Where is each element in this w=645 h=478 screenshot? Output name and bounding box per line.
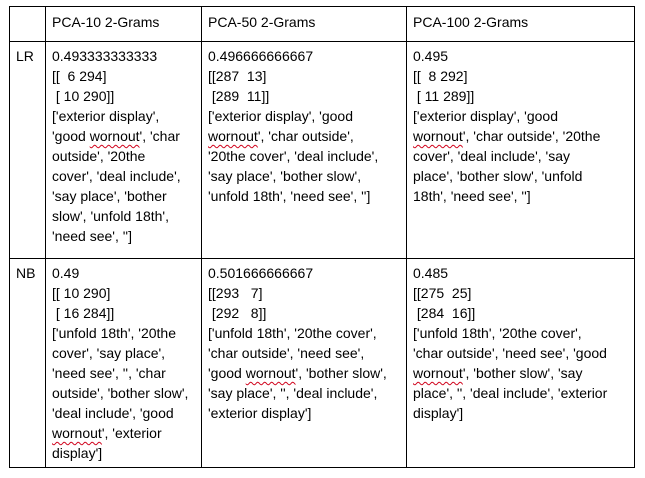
cell-line: ['exterior display', 'good <box>208 108 353 124</box>
header-cell-empty <box>10 7 46 42</box>
cell-line: 0.485 <box>413 265 449 281</box>
cell-line: '20the cover', 'deal include', <box>208 148 379 164</box>
cell-line: [[ 10 290] <box>52 285 111 301</box>
cell-line: 18th', 'need see', ''] <box>413 188 531 204</box>
header-cell-pca100: PCA-100 2-Grams <box>407 7 635 42</box>
cell-line: 'unfold 18th', 'need see', ''] <box>208 188 371 204</box>
cell-line: slow', 'unfold 18th', <box>52 208 169 224</box>
cell-nb-pca50 <box>202 259 407 468</box>
cell-line: [284 16]] <box>413 305 476 321</box>
header-row <box>10 7 635 42</box>
cell-line: place', 'bother slow', 'unfold <box>413 168 583 184</box>
row-label-nb: NB <box>10 259 46 468</box>
spellcheck-underline: wornout <box>245 365 296 381</box>
cell-line: 'char outside', 'need see', 'good <box>413 345 607 361</box>
cell-lr-pca10 <box>46 42 202 259</box>
cell-lr-pca50 <box>202 42 407 259</box>
cell-line: ['unfold 18th', '20the <box>52 325 177 341</box>
table-row-lr <box>10 42 635 259</box>
cell-line: wornout', 'exterior <box>52 425 162 441</box>
cell-line: 'say place', 'bother slow', <box>208 168 362 184</box>
cell-line: [289 11]] <box>208 88 270 104</box>
cell-line: place', '', 'deal include', 'exterior <box>413 385 608 401</box>
cell-lr-pca100 <box>407 42 635 259</box>
cell-line: wornout', 'bother slow', 'say <box>413 365 583 381</box>
cell-line: 'exterior display'] <box>208 405 312 421</box>
row-label-lr: LR <box>10 42 46 259</box>
cell-line: cover', 'say place', <box>52 345 166 361</box>
cell-line: 'need see', '', 'char <box>52 365 166 381</box>
cell-line: cover', 'deal include', <box>52 168 181 184</box>
cell-line: ['unfold 18th', '20the cover', <box>413 325 582 341</box>
cell-line: ['unfold 18th', '20the cover', <box>208 325 377 341</box>
cell-line: display'] <box>52 445 103 461</box>
cell-line: outside', '20the <box>52 148 146 164</box>
cell-nb-pca10 <box>46 259 202 468</box>
cell-line: display'] <box>413 405 464 421</box>
cell-line: 0.495 <box>413 48 449 64</box>
header-cell-pca50: PCA-50 2-Grams <box>202 7 407 42</box>
cell-line: [292 8]] <box>208 305 267 321</box>
cell-line: [[ 8 292] <box>413 68 468 84</box>
cell-line: 'good wornout', 'char <box>52 128 180 144</box>
spellcheck-underline: wornout <box>413 365 463 381</box>
cell-nb-pca100 <box>407 259 635 468</box>
header-cell-pca10: PCA-10 2-Grams <box>46 7 202 42</box>
cell-line: 'good wornout', 'bother slow', <box>208 365 387 381</box>
cell-line: [[293 7] <box>208 285 263 301</box>
cell-line: ['exterior display', 'good <box>413 108 558 124</box>
cell-line: 0.496666666667 <box>208 48 314 64</box>
cell-line: [ 16 284]] <box>52 305 115 321</box>
cell-line: 0.49 <box>52 265 80 281</box>
cell-line: 0.493333333333 <box>52 48 158 64</box>
cell-line: cover', 'deal include', 'say <box>413 148 570 164</box>
cell-line: [[287 13] <box>208 68 267 84</box>
spellcheck-underline: wornout <box>89 128 140 144</box>
cell-line: 'say place', 'bother <box>52 188 167 204</box>
cell-line: wornout', 'char outside', '20the <box>413 128 601 144</box>
cell-line: wornout', 'char outside', <box>208 128 354 144</box>
spellcheck-underline: wornout <box>52 425 102 441</box>
cell-line: 'need see', ''] <box>52 228 132 244</box>
cell-line: [[275 25] <box>413 285 472 301</box>
cell-line: [[ 6 294] <box>52 68 107 84</box>
table-row-nb <box>10 259 635 468</box>
spellcheck-underline: wornout <box>413 128 463 144</box>
cell-line: 'char outside', 'need see', <box>208 345 365 361</box>
cell-line: [ 11 289]] <box>413 88 475 104</box>
cell-line: ['exterior display', <box>52 108 160 124</box>
results-table <box>9 6 635 468</box>
spellcheck-underline: wornout <box>208 128 258 144</box>
cell-line: 'say place', '', 'deal include', <box>208 385 378 401</box>
cell-line: [ 10 290]] <box>52 88 115 104</box>
cell-line: 0.501666666667 <box>208 265 314 281</box>
cell-line: outside', 'bother slow', <box>52 385 189 401</box>
cell-line: 'deal include', 'good <box>52 405 174 421</box>
